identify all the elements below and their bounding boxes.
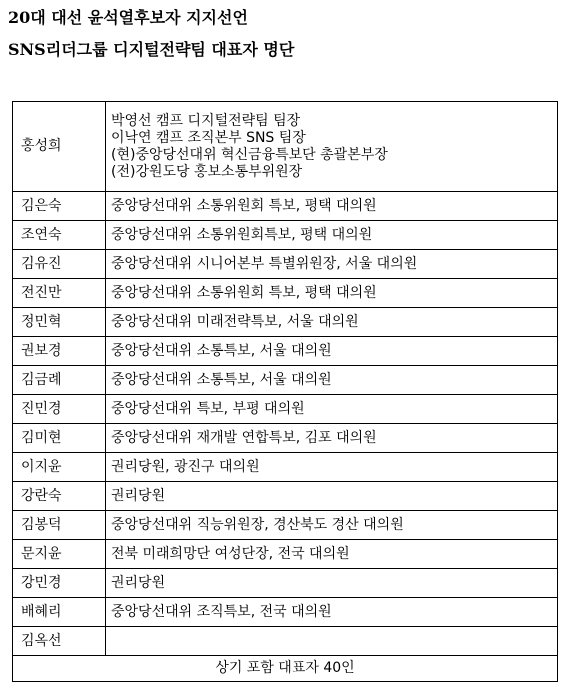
table-row — [13, 598, 558, 627]
member-name-cell: 홍성희 — [13, 102, 106, 192]
member-description-cell — [106, 102, 558, 192]
document-title-line-1: 20대 대선 윤석열후보자 지지선언 — [8, 8, 248, 27]
member-name-cell: 김은숙 — [13, 192, 106, 221]
member-description-cell — [106, 627, 558, 656]
member-name-cell: 김옥선 — [13, 627, 106, 656]
member-name-cell: 이지윤 — [13, 453, 106, 482]
member-description-cell: 중앙당선대위 시니어본부 특별위원장, 서울 대의원 — [106, 250, 558, 279]
table-row — [13, 511, 558, 540]
member-description-cell: 중앙당선대위 소통위원회 특보, 평택 대의원 — [106, 279, 558, 308]
member-name-cell: 조연숙 — [13, 221, 106, 250]
roster-table-body — [13, 102, 558, 682]
member-description-cell: 중앙당선대위 소통특보, 서울 대의원 — [106, 366, 558, 395]
member-name-cell: 배혜리 — [13, 598, 106, 627]
table-row — [13, 569, 558, 598]
member-name-cell: 김유진 — [13, 250, 106, 279]
table-row — [13, 395, 558, 424]
member-description-cell: 권리당원, 광진구 대의원 — [106, 453, 558, 482]
table-row — [13, 453, 558, 482]
member-description-cell: 중앙당선대위 조직특보, 전국 대의원 — [106, 598, 558, 627]
table-row — [13, 337, 558, 366]
member-name-cell: 김금례 — [13, 366, 106, 395]
table-row — [13, 279, 558, 308]
table-row — [13, 366, 558, 395]
member-name-cell: 권보경 — [13, 337, 106, 366]
table-row — [13, 627, 558, 656]
table-row — [13, 192, 558, 221]
table-footer-row — [13, 656, 558, 682]
document-title-line-2: SNS리더그룹 디지털전략팀 대표자 명단 — [8, 40, 295, 59]
table-row — [13, 424, 558, 453]
description-line: (전)강원도당 홍보소통부위원장 — [111, 163, 303, 180]
member-name-cell: 강란숙 — [13, 482, 106, 511]
description-line: 이낙연 캠프 조직본부 SNS 팀장 — [111, 129, 306, 146]
member-description-cell: 중앙당선대위 소통특보, 서울 대의원 — [106, 337, 558, 366]
member-name-cell: 김봉덕 — [13, 511, 106, 540]
member-name-cell: 김미현 — [13, 424, 106, 453]
table-row — [13, 221, 558, 250]
member-description-cell: 중앙당선대위 직능위원장, 경산북도 경산 대의원 — [106, 511, 558, 540]
description-line: (현)중앙당선대위 혁신금융특보단 총괄본부장 — [111, 146, 388, 163]
table-row — [13, 250, 558, 279]
member-name-cell: 문지윤 — [13, 540, 106, 569]
member-name-cell: 진민경 — [13, 395, 106, 424]
member-name-cell: 강민경 — [13, 569, 106, 598]
member-description-cell: 중앙당선대위 미래전략특보, 서울 대의원 — [106, 308, 558, 337]
footer-note: 상기 포함 대표자 40인 — [13, 656, 558, 682]
member-name-cell: 정민혁 — [13, 308, 106, 337]
table-row — [13, 308, 558, 337]
table-row-first-member — [13, 102, 558, 192]
table-row — [13, 482, 558, 511]
member-description-cell: 중앙당선대위 소통위원회특보, 평택 대의원 — [106, 221, 558, 250]
member-description-cell: 권리당원 — [106, 482, 558, 511]
member-name-cell: 전진만 — [13, 279, 106, 308]
member-description-cell: 중앙당선대위 소통위원회 특보, 평택 대의원 — [106, 192, 558, 221]
member-description-cell: 중앙당선대위 재개발 연합특보, 김포 대의원 — [106, 424, 558, 453]
member-description-cell: 전북 미래희망단 여성단장, 전국 대의원 — [106, 540, 558, 569]
member-description-cell: 중앙당선대위 특보, 부평 대의원 — [106, 395, 558, 424]
member-description-cell: 권리당원 — [106, 569, 558, 598]
roster-table — [12, 101, 558, 682]
description-line: 박영선 캠프 디지털전략팀 팀장 — [111, 112, 301, 129]
table-row — [13, 540, 558, 569]
